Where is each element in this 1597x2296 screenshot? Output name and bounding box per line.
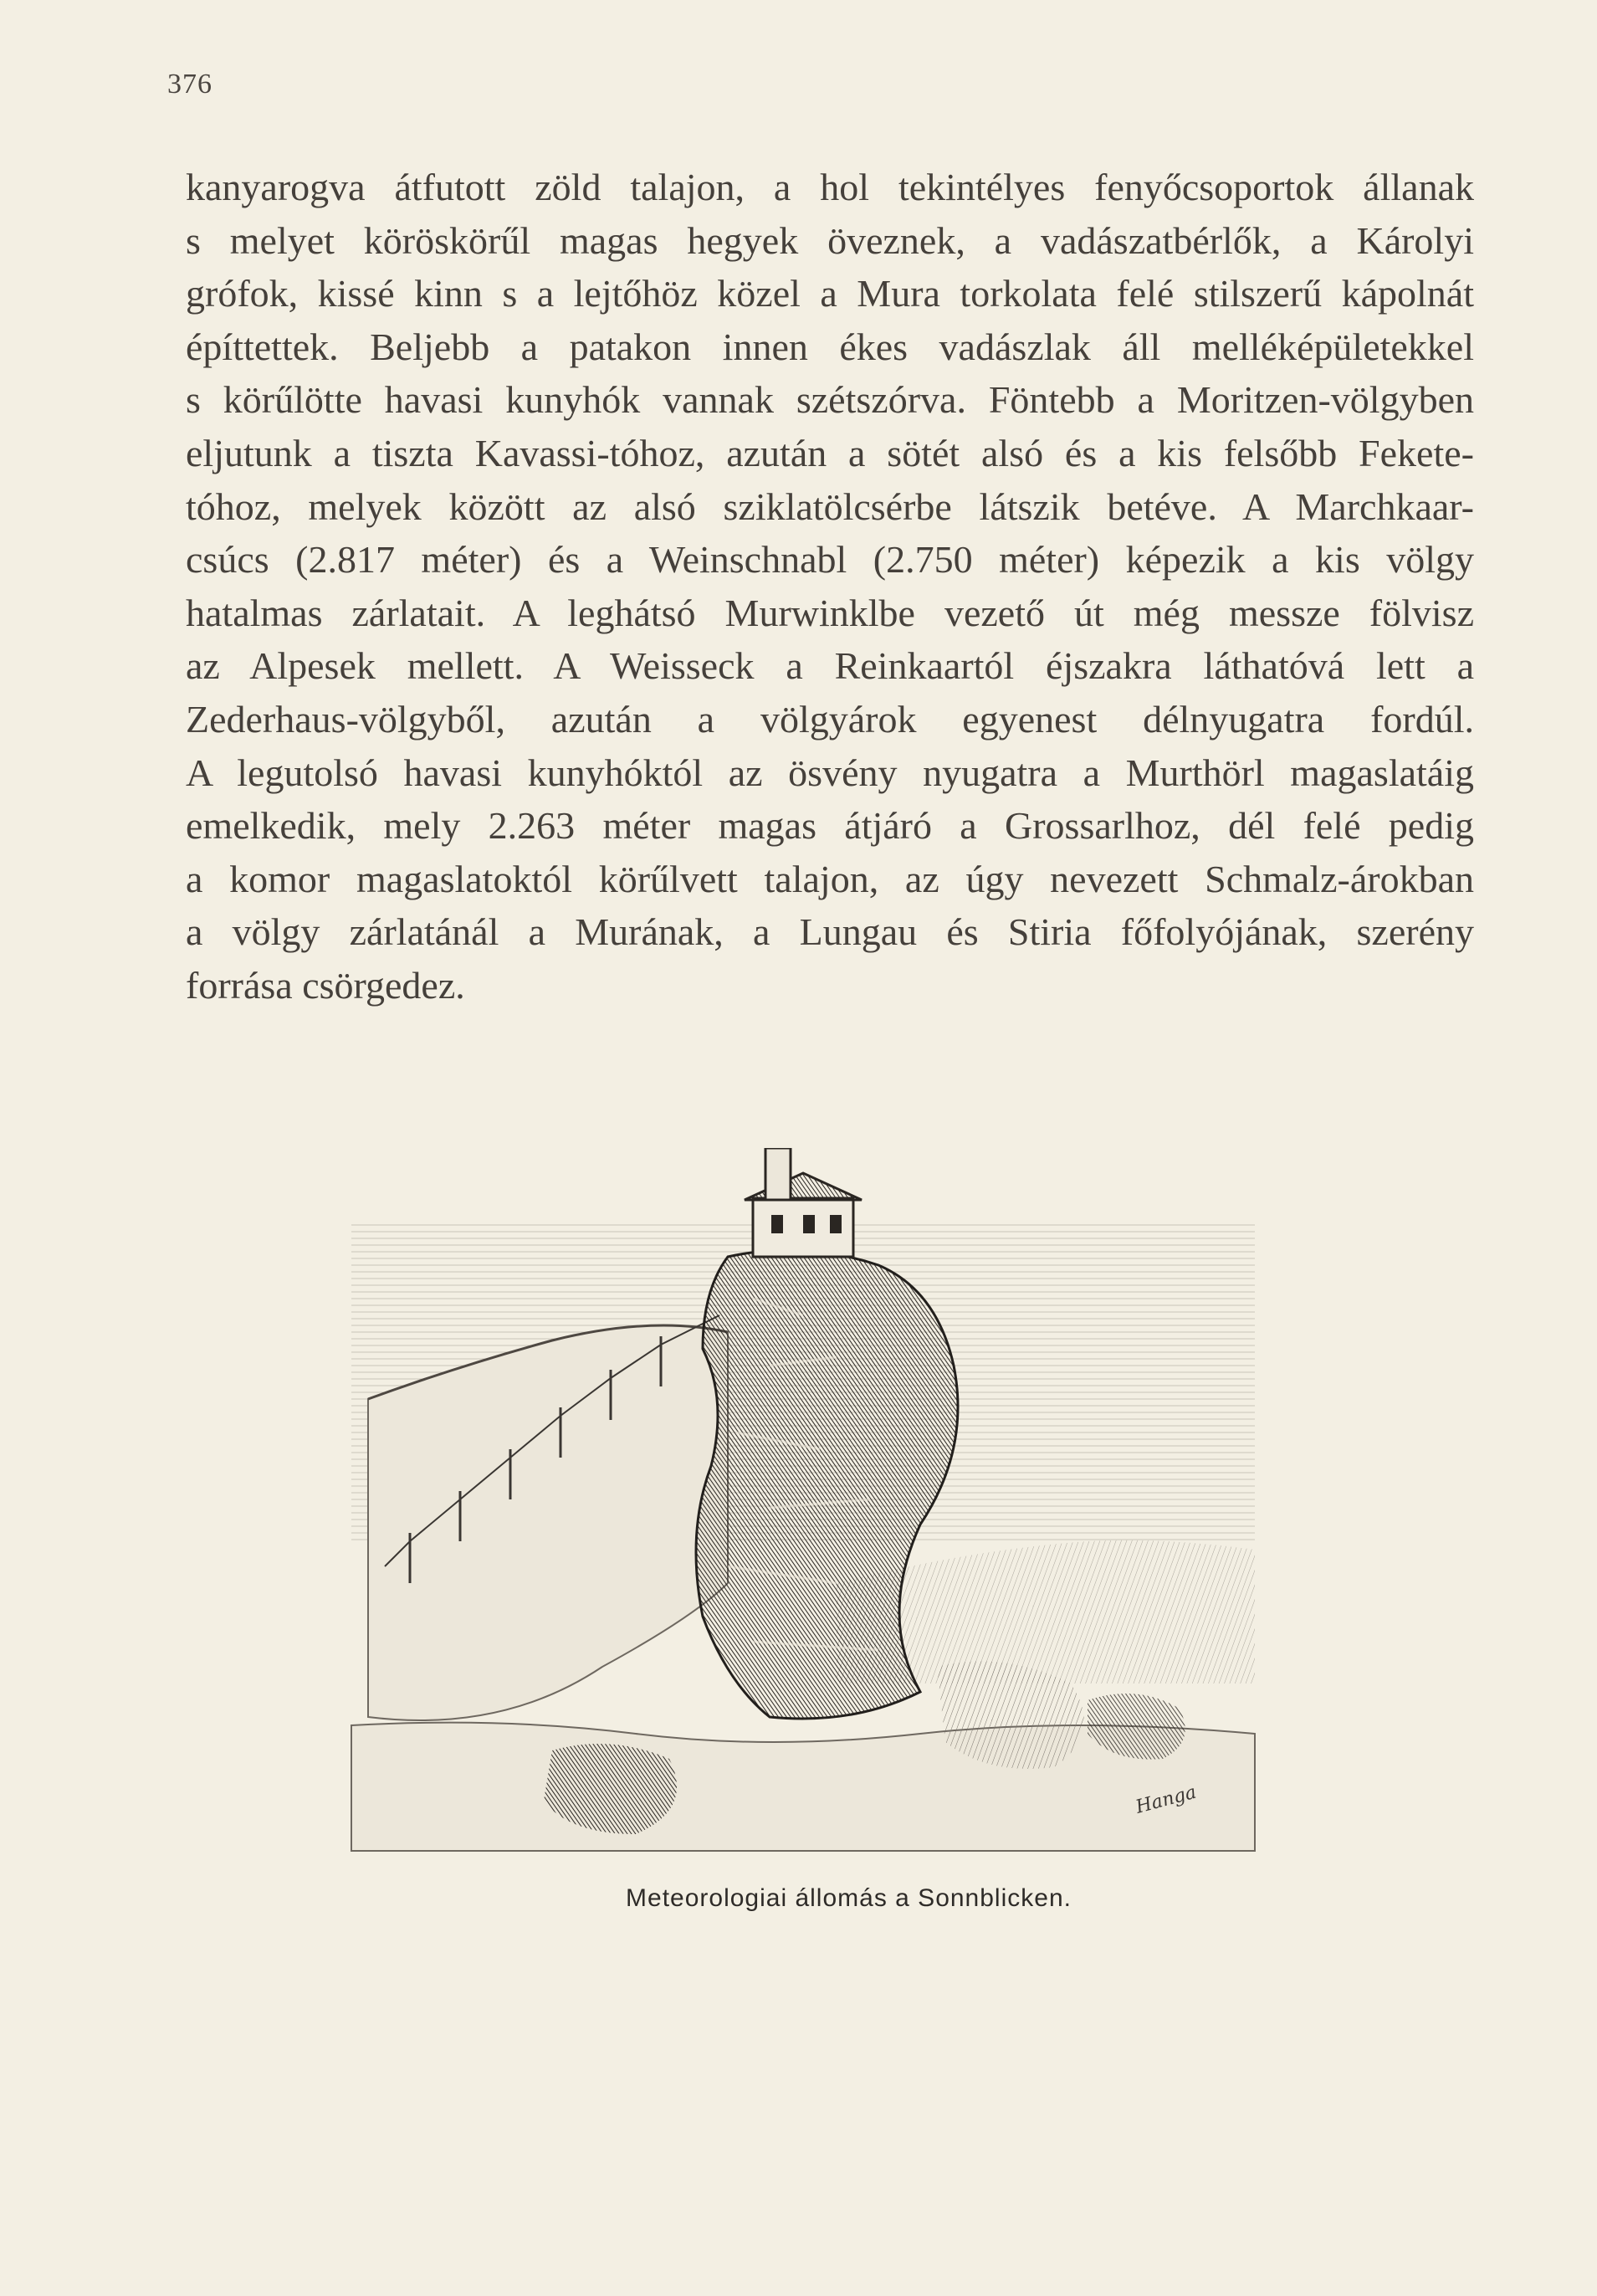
page-number: 376 bbox=[167, 69, 212, 100]
body-text bbox=[186, 161, 1474, 1012]
text-line: kanyarogva átfutott zöld talajon, a hol tekintélyes fenyőcsoportok állanak bbox=[186, 166, 1474, 208]
text-line: tóhoz, melyek között az alsó sziklatölcsérbe látszik betéve. A Marchkaar- bbox=[186, 484, 1474, 528]
text-line: csúcs (2.817 méter) és a Weinschnabl (2.750 méter) képezik a kis völgy bbox=[186, 538, 1474, 582]
text-line: A legutolsó havasi kunyhóktól az ösvény nyugatra a Murthörl magaslatáig bbox=[186, 751, 1474, 794]
text-line: hatalmas zárlatait. A leghátsó Murwinklbe vezető út még messze fölvisz bbox=[186, 591, 1474, 634]
text-line: s körűlötte havasi kunyhók vannak szétszórva. Föntebb a Moritzen-völgyben bbox=[186, 378, 1474, 422]
text-line: s melyet köröskörűl magas hegyek öveznek, a vadászatbérlők, a Károlyi bbox=[186, 218, 1474, 262]
text-line: a völgy zárlatánál a Murának, a Lungau és Stiria főfolyójának, szerény bbox=[186, 910, 1474, 954]
text-line: forrása csörgedez. bbox=[186, 963, 465, 1007]
svg-text:Hanga: Hanga bbox=[1134, 1781, 1199, 1818]
text-line: eljutunk a tiszta Kavassi-tóhoz, azután a sötét alsó és a kis felsőbb Fekete- bbox=[186, 431, 1474, 474]
text-line: grófok, kissé kinn s a lejtőhöz közel a Mura torkolata felé stilszerű kápolnát bbox=[186, 272, 1474, 315]
text-line: építtettek. Beljebb a patakon innen ékes vadászlak áll melléképületekkel bbox=[186, 325, 1474, 368]
text-line: az Alpesek mellett. A Weisseck a Reinkaartól éjszakra láthatóvá lett a bbox=[186, 644, 1474, 688]
text-line: emelkedik, mely 2.263 méter magas átjáró a Grossarlhoz, dél felé pedig bbox=[186, 804, 1474, 848]
figure-caption: Meteorologiai állomás a Sonnblicken. bbox=[626, 1884, 1072, 1912]
engraving-illustration bbox=[335, 1148, 1272, 1859]
text-line: a komor magaslatoktól körűlvett talajon, az úgy nevezett Schmalz-árokban bbox=[186, 857, 1474, 900]
text-line: Zederhaus-völgyből, azután a völgyárok egyenest délnyugatra fordúl. bbox=[186, 697, 1474, 741]
